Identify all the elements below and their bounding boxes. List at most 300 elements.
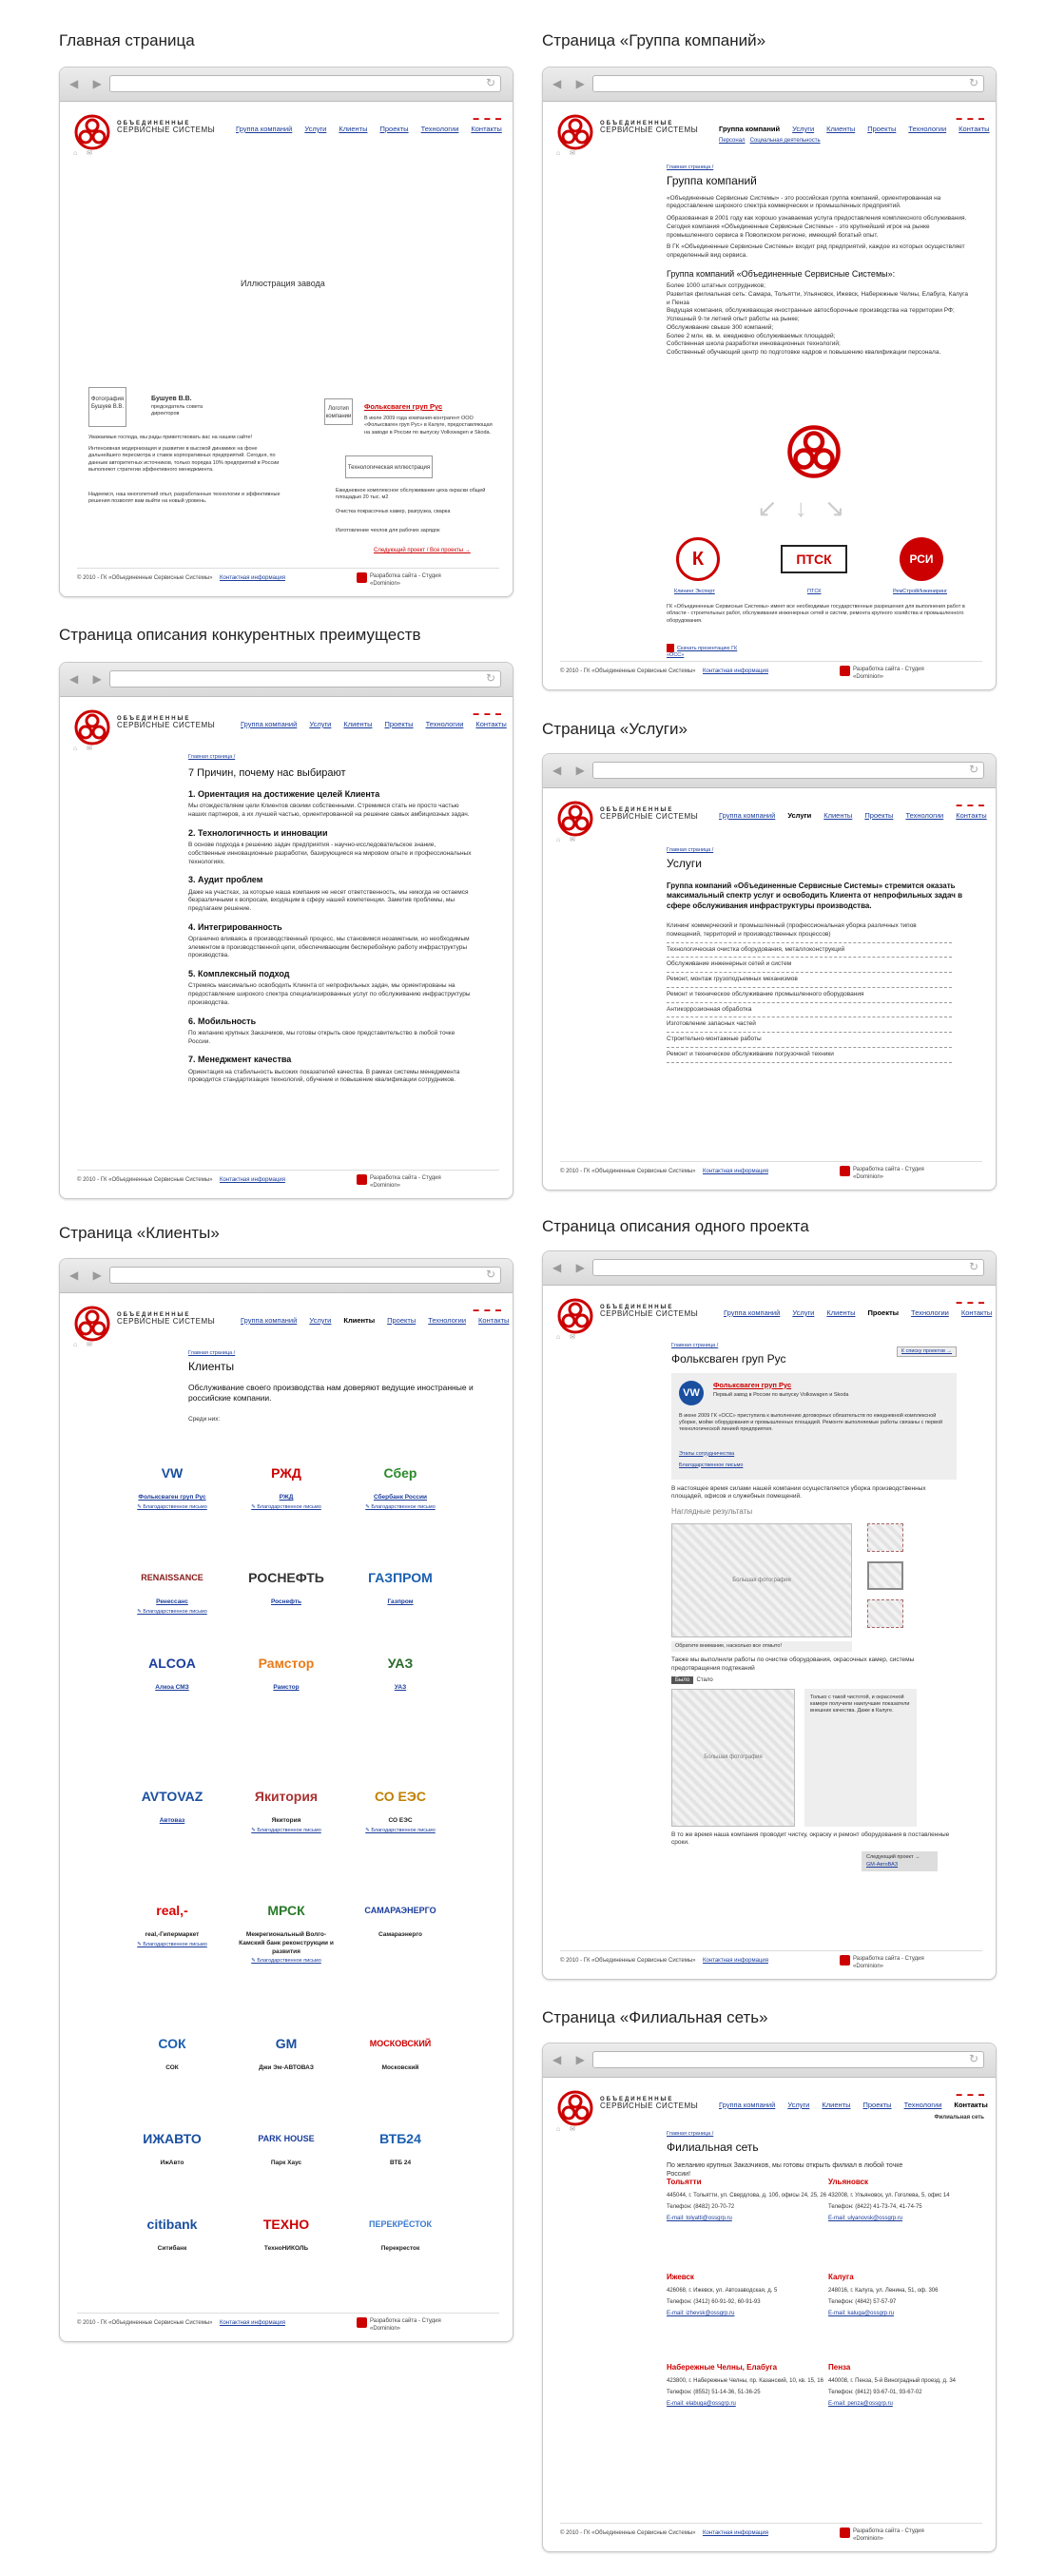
reload-icon[interactable]: ↻ (968, 2052, 978, 2065)
project-text: В июне 2009 ГК «ОСС» приступила к выполнению договорных обязательств по ежедневной комплексной уборке, мойке оборудования и промышленных площадей. Ремонте выполняемые работы связаны с первой технологической линией предприятия. (679, 1412, 943, 1433)
copyright: © 2010 - ГК «Объединенные Сервисные Системы» (560, 668, 696, 674)
home-mail-icon[interactable]: ⌂ ✉ (556, 837, 580, 843)
branch-email[interactable]: E-mail: izhevsk@ossgrp.ru (667, 2310, 735, 2316)
menu-item[interactable]: Контакты (960, 1308, 993, 1317)
service-item[interactable]: Ремонт, монтаж грузоподъемных механизмов (667, 973, 952, 988)
reason-text: Органично вливаясь в производственный процесс, мы становимся незаметным, но необходимым элементом в производственной цепи, обеспечивающим бесперебойную работу инфраструктуры производства. (188, 935, 470, 959)
language-flags-icon[interactable]: ▬ ▬ ▬ (956, 1300, 986, 1306)
reload-icon[interactable]: ↻ (485, 76, 495, 89)
project-bullet: Изготовление чехлов для рабочих зарядок (336, 528, 440, 533)
branch-card (667, 2273, 828, 2321)
menu-item[interactable]: Контакты (956, 811, 987, 820)
advantages-content (188, 754, 474, 1089)
logo-icon[interactable] (556, 800, 594, 838)
menu-item[interactable]: Услуги (309, 1316, 332, 1325)
thanks-letter-link[interactable]: ✎ Благодарственное письмо (251, 1958, 321, 1965)
address-bar[interactable] (592, 75, 984, 92)
reason-text: Мы отождествляем цели Клиентов своими собственными. Стремимся стать не просто частью наших партнеров, а их лучшей частью, ориентированной на решение самых амбициозных задач. (188, 803, 470, 819)
back-forward-icon[interactable]: ◀ ▶ (552, 2053, 591, 2066)
address-bar[interactable] (592, 1259, 984, 1276)
home-mail-icon[interactable]: ⌂ ✉ (73, 746, 97, 752)
list-item: Обслуживание свыше 300 компаний; (667, 323, 774, 331)
menu-item[interactable]: Клиенты (822, 2101, 851, 2109)
brand-name: ОБЪЕДИНЕННЫЕ СЕРВИСНЫЕ СИСТЕМЫ (600, 1305, 699, 1319)
reload-icon[interactable]: ↻ (968, 76, 978, 89)
menu-item[interactable]: Клиенты (343, 720, 373, 728)
contact-info-link[interactable]: Контактная информация (220, 2320, 285, 2326)
branch-phone: Телефон: (8412) 93-67-01, 93-67-02 (828, 2389, 922, 2395)
browser-chrome (543, 68, 996, 102)
contact-info-link[interactable]: Контактная информация (703, 2530, 768, 2536)
back-forward-icon[interactable]: ◀ ▶ (552, 1261, 591, 1274)
client-logo[interactable]: РОСНЕФТЬ (248, 1569, 324, 1585)
menu-item[interactable]: Контакты (475, 720, 507, 728)
client-name: ИжАвто (160, 2160, 184, 2166)
menu-item[interactable]: Клиенты (826, 1308, 856, 1317)
project-bullet: Очистка покрасочных камер, разгрузка, сварка (336, 509, 451, 514)
client-logo[interactable]: citibank (146, 2216, 198, 2232)
client-logo[interactable]: GM (275, 2035, 298, 2051)
developer-logo-icon (840, 1166, 850, 1176)
brand-name: ОБЪЕДИНЕННЫЕ СЕРВИСНЫЕ СИСТЕМЫ (600, 121, 699, 135)
service-item[interactable]: Изготовление запасных частей (667, 1017, 952, 1033)
logo-icon[interactable] (556, 113, 594, 151)
clients-header (188, 1350, 474, 1424)
menu-item[interactable]: Услуги (304, 125, 327, 133)
breadcrumb[interactable]: Главная страница / (671, 1343, 719, 1348)
browser-chrome (60, 1259, 513, 1293)
branch-phone: Телефон: (4842) 57-57-97 (828, 2298, 897, 2305)
client-logo[interactable]: real,- (156, 1902, 188, 1918)
client-logo[interactable]: СО ЕЭС (375, 1788, 426, 1804)
branch-email[interactable]: E-mail: elabuga@ossgrp.ru (667, 2400, 736, 2407)
reason-heading: 7. Менеджмент качества (188, 1055, 292, 1065)
breadcrumb[interactable]: Главная страница / (667, 165, 714, 170)
services-content (667, 847, 971, 1063)
group-content (667, 165, 971, 358)
company-link[interactable]: Фольксваген груп Рус (713, 1380, 792, 1389)
client-card (234, 2121, 339, 2168)
pdf-icon (667, 644, 674, 652)
client-name[interactable]: РЖД (279, 1494, 294, 1501)
service-item[interactable]: Клининг коммерческий и промышленный (профессиональная уборка различных типов помещений, территорий и производственных процессов) (667, 920, 952, 943)
developer-logo-icon (357, 2317, 367, 2328)
browser-chrome (543, 754, 996, 788)
client-card (234, 1645, 339, 1693)
list-item: Успешный 9-ти летний опыт работы на рынке; (667, 316, 800, 323)
reload-icon[interactable]: ↻ (968, 1260, 978, 1273)
project-logo: Логотип компании (324, 398, 353, 425)
language-flags-icon[interactable]: ▬ ▬ ▬ (473, 711, 503, 717)
paragraph: В то же время наша компания проводит чистку, окраску и ремонт оборудования в поставленные сроки. (671, 1830, 950, 1847)
copyright: © 2010 - ГК «Объединенные Сервисные Системы» (560, 1958, 696, 1964)
client-logo[interactable]: УАЗ (387, 1655, 414, 1671)
branch-email[interactable]: E-mail: ulyanovsk@ossgrp.ru (828, 2215, 903, 2221)
service-item[interactable]: Обслуживание инженерных сетей и систем (667, 958, 952, 973)
reason-heading: 6. Мобильность (188, 1016, 257, 1026)
developer-credit[interactable]: Разработка сайта - Студия «Dominion» (840, 666, 944, 681)
branch-email[interactable]: E-mail: tolyatti@ossgrp.ru (667, 2215, 732, 2221)
client-card (234, 2025, 339, 2073)
clients-among: Среди них: (188, 1415, 221, 1423)
contact-info-link[interactable]: Контактная информация (220, 575, 285, 581)
brand-name: ОБЪЕДИНЕННЫЕ СЕРВИСНЫЕ СИСТЕМЫ (600, 807, 699, 822)
contact-info-link[interactable]: Контактная информация (220, 1177, 285, 1183)
developer-credit[interactable]: Разработка сайта - Студия «Dominion» (357, 1174, 461, 1190)
branch-city: Пенза (828, 2363, 851, 2372)
client-name: СО ЕЭС (388, 1817, 413, 1824)
page-title: 7 Причин, почему нас выбирают (188, 767, 346, 780)
thumbnail[interactable] (867, 1599, 903, 1628)
reload-icon[interactable]: ↻ (968, 763, 978, 776)
developer-logo-icon (840, 1955, 850, 1966)
language-flags-icon[interactable]: ▬ ▬ ▬ (956, 2092, 986, 2098)
reason-text: В основе подхода к решению задач предприятия - научно-исследовательское знание, собственные инновационные разработки, базирующиеся на мировом опыте и профессиональных технологиях. (188, 842, 472, 865)
services-window (542, 753, 997, 1191)
client-card (120, 2206, 224, 2254)
home-mail-icon[interactable]: ⌂ ✉ (556, 2126, 580, 2133)
thanks-letter-link[interactable]: ✎ Благодарственное письмо (137, 1608, 207, 1615)
before-photo: Большая фотография (671, 1689, 795, 1827)
page-title: Клиенты (188, 1360, 235, 1374)
client-card (234, 2206, 339, 2254)
client-logo[interactable]: Рамстор (258, 1655, 315, 1671)
menu-item[interactable]: Группа компаний (236, 125, 293, 133)
home-text-1: Интенсивная модернизация и развитие в высокой динамике на фоне дальнейшего пересмотра и ставок корпоративных предприятий. Сегодня, по данным авторитетных источников, только порядка 10% предприятий в России выполняют стратегии эффективного менеджмента. (88, 446, 280, 474)
reason-text: Стремясь максимально освободить Клиента от непрофильных задач, мы ориентированы на предоставление широкого спектра специализированных услуг по обслуживанию инфраструктуры производства. (188, 982, 471, 1006)
language-flags-icon[interactable]: ▬ ▬ ▬ (956, 803, 986, 808)
branch-address: 432008, г. Ульяновск, ул. Гоголева, 5, офис 14 (828, 2192, 950, 2198)
stages-link[interactable]: Этапы сотрудничества (679, 1450, 735, 1457)
footer (560, 661, 982, 682)
company-link[interactable]: РемСтройИнжиниринг (893, 589, 947, 594)
menu-item-active[interactable]: Группа компаний (719, 125, 781, 133)
client-logo[interactable]: PARK HOUSE (258, 2133, 315, 2143)
menu-item[interactable]: Группа компаний (719, 811, 776, 820)
next-project[interactable]: Следующий проект → GM-АвтоВАЗ (862, 1851, 938, 1871)
branch-card (828, 2178, 990, 2226)
browser-chrome (60, 663, 513, 697)
main-menu (719, 125, 997, 134)
branch-city: Тольятти (667, 2178, 702, 2186)
thanks-letter-link[interactable]: ✎ Благодарственное письмо (365, 1503, 436, 1510)
reload-icon[interactable]: ↻ (485, 1268, 495, 1281)
footer (560, 2523, 982, 2544)
project-bullet: Ежедневное комплексное обслуживание цеха окраски общей площадью 20 тыс. м2 (336, 488, 486, 501)
factory-illustration: Иллюстрация завода (241, 279, 325, 288)
menu-item[interactable]: Технологии (905, 811, 944, 820)
client-card (348, 1645, 453, 1693)
main-menu (241, 1316, 513, 1326)
address-bar[interactable] (109, 75, 501, 92)
client-card (348, 1778, 453, 1834)
breadcrumb[interactable]: Главная страница / (667, 2131, 714, 2137)
client-logo[interactable]: VW (161, 1464, 184, 1481)
client-name[interactable]: Фольксваген груп Рус (138, 1494, 206, 1501)
client-card (120, 1778, 224, 1826)
client-name: ТехноНИКОЛЬ (263, 2245, 309, 2252)
menu-item[interactable]: Контакты (959, 125, 990, 133)
menu-item[interactable]: Технологии (420, 125, 459, 133)
client-name: Самараэнерго (378, 1931, 422, 1938)
developer-logo-icon (840, 2528, 850, 2538)
thanks-letter-link[interactable]: ✎ Благодарственное письмо (251, 1503, 321, 1510)
menu-item[interactable]: Услуги (787, 2101, 810, 2109)
reason-heading: 1. Ориентация на достижение целей Клиента (188, 789, 380, 800)
menu-item-active[interactable]: Проекты (867, 1308, 900, 1317)
service-item[interactable]: Технологическая очистка оборудования, металлоконструкций (667, 943, 952, 959)
contact-info-link[interactable]: Контактная информация (703, 668, 768, 674)
contact-info-link[interactable]: Контактная информация (703, 1169, 768, 1174)
before-after-toggle[interactable]: Было Стало (671, 1676, 957, 1684)
client-logo[interactable]: Якитория (254, 1788, 319, 1804)
branch-email[interactable]: E-mail: kaluga@ossgrp.ru (828, 2310, 895, 2316)
logo-icon[interactable] (556, 1297, 594, 1335)
client-logo[interactable]: МРСК (267, 1902, 305, 1918)
address-bar[interactable] (109, 670, 501, 688)
language-flags-icon[interactable]: ▬ ▬ ▬ (473, 1307, 503, 1313)
project-link[interactable]: Фольксваген груп Рус (364, 402, 443, 411)
home-mail-icon[interactable]: ⌂ ✉ (556, 150, 580, 157)
client-logo[interactable]: RENAISSANCE (141, 1572, 203, 1582)
cleaning-expert-logo[interactable]: К (676, 537, 720, 581)
thumbnail[interactable] (867, 1523, 903, 1552)
company-link[interactable]: ПТСК (807, 589, 822, 594)
thumbnail-active[interactable] (867, 1561, 903, 1590)
back-forward-icon[interactable]: ◀ ▶ (69, 672, 107, 686)
address-bar[interactable] (592, 2051, 984, 2068)
client-card (348, 1559, 453, 1607)
reload-icon[interactable]: ↻ (485, 671, 495, 685)
client-name: Якитория (271, 1817, 301, 1824)
menu-item[interactable]: Группа компаний (724, 1308, 781, 1317)
list-item: Собственная школа разработки инновационных технологий; (667, 340, 841, 348)
welcome-text: Уважаемые господа, мы рады приветствовать вас на нашем сайте! (88, 435, 253, 440)
menu-item[interactable]: Клиенты (823, 811, 853, 820)
person-photo: Фотография Бушуев В.В. (88, 387, 126, 427)
client-card (234, 1559, 339, 1607)
developer-credit[interactable]: Разработка сайта - Студия «Dominion» (357, 2317, 461, 2333)
page-title: Фольксваген груп Рус (671, 1352, 786, 1366)
client-logo[interactable]: СОК (158, 2035, 186, 2051)
branch-address: 426068, г. Ижевск, ул. Автозаводская, д. 5 (667, 2287, 778, 2294)
language-flags-icon[interactable]: ▬ ▬ ▬ (956, 116, 986, 122)
branch-address: 248016, г. Калуга, ул. Ленина, 51, оф. 306 (828, 2287, 939, 2294)
back-to-projects-button[interactable]: К списку проектов → (897, 1346, 957, 1357)
service-item[interactable]: Ремонт и техническое обслуживание промышленного оборудования (667, 988, 952, 1003)
menu-item[interactable]: Клиенты (339, 125, 368, 133)
big-photo: Большая фотография (671, 1523, 852, 1637)
menu-item[interactable]: Контакты (478, 1316, 510, 1325)
developer-credit[interactable]: Разработка сайта - Студия «Dominion» (840, 1166, 944, 1181)
menu-item-active[interactable]: Услуги (787, 811, 812, 820)
client-logo[interactable]: ВТБ24 (379, 2130, 421, 2146)
section-title-clients: Страница «Клиенты» (59, 1224, 220, 1242)
client-logo[interactable]: ИЖАВТО (143, 2130, 202, 2146)
menu-item[interactable]: Услуги (309, 720, 332, 728)
section-title-project: Страница описания одного проекта (542, 1217, 809, 1235)
developer-credit[interactable]: Разработка сайта - Студия «Dominion» (840, 1955, 944, 1970)
company-link[interactable]: Клининг Эксперт (674, 589, 715, 594)
section-title-group: Страница «Группа компаний» (542, 31, 766, 49)
client-name: real,-Гипермаркет (145, 1931, 200, 1938)
menu-item[interactable]: Технологии (428, 1316, 467, 1325)
developer-credit[interactable]: Разработка сайта - Студия «Dominion» (840, 2528, 944, 2543)
paragraph: В ГК «Объединенные Сервисные Системы» входит ряд предприятий, каждое из которых осуществляет определенный вид сервиса. (667, 243, 965, 260)
menu-item[interactable]: Проекты (387, 1316, 416, 1325)
service-item[interactable]: Антикоррозионная обработка (667, 1003, 952, 1018)
breadcrumb[interactable]: Главная страница / (667, 847, 714, 853)
address-bar[interactable] (592, 762, 984, 779)
client-card (348, 1892, 453, 1940)
breadcrumb[interactable]: Главная страница / (188, 754, 236, 760)
footer (77, 1170, 499, 1191)
footer (77, 2313, 499, 2334)
client-logo[interactable]: МОСКОВСКИЙ (369, 2038, 432, 2048)
rsi-logo[interactable]: РСИ (900, 537, 943, 581)
client-logo[interactable]: ПЕРЕКРЁСТОК (368, 2218, 433, 2229)
back-forward-icon[interactable]: ◀ ▶ (69, 77, 107, 90)
main-menu (236, 125, 513, 134)
developer-credit[interactable]: Разработка сайта - Студия «Dominion» (357, 572, 461, 588)
client-card (348, 2025, 453, 2073)
contact-info-link[interactable]: Контактная информация (703, 1958, 768, 1964)
copyright: © 2010 - ГК «Объединенные Сервисные Системы» (77, 575, 213, 581)
menu-item[interactable]: Группа компаний (719, 2101, 776, 2109)
client-name[interactable]: Газпром (387, 1598, 414, 1605)
client-name: Межрегиональный Волго-Камский банк реконструкции и развития (239, 1931, 334, 1955)
copyright: © 2010 - ГК «Объединенные Сервисные Системы» (560, 1169, 696, 1174)
client-name[interactable]: УАЗ (394, 1684, 407, 1691)
thanks-letter-link[interactable]: ✎ Благодарственное письмо (365, 1827, 436, 1833)
menu-item[interactable]: Технологии (425, 720, 464, 728)
client-name[interactable]: Автоваз (159, 1817, 185, 1824)
clients-window (59, 1258, 513, 2342)
branch-city: Калуга (828, 2273, 854, 2281)
client-card (120, 1645, 224, 1693)
footer (77, 568, 499, 589)
branch-phone: Телефон: (8482) 20-70-72 (667, 2203, 735, 2210)
developer-logo-icon (357, 1174, 367, 1185)
client-card (120, 2025, 224, 2073)
submenu: Персонал Социальная деятельность (719, 138, 821, 144)
results-heading: Наглядные результаты (671, 1507, 753, 1517)
address-bar[interactable] (109, 1267, 501, 1284)
client-logo[interactable]: ALCOA (148, 1655, 196, 1671)
service-item[interactable]: Строительно-монтажные работы (667, 1033, 952, 1048)
home-mail-icon[interactable]: ⌂ ✉ (73, 150, 97, 157)
menu-item[interactable]: Проекты (862, 2101, 892, 2109)
client-name[interactable]: Ренессанс (156, 1598, 188, 1605)
project-window (542, 1250, 997, 1980)
main-menu (241, 720, 513, 729)
menu-item[interactable]: Технологии (908, 125, 947, 133)
group-window (542, 67, 997, 690)
branches-header (667, 2131, 971, 2179)
client-logo[interactable]: ГАЗПРОМ (368, 1569, 433, 1585)
menu-item[interactable]: Услуги (792, 1308, 815, 1317)
thanks-letter-link[interactable]: Благодарственное письмо (679, 1462, 744, 1468)
client-card (120, 2121, 224, 2168)
footer (560, 1950, 982, 1971)
ptsk-logo[interactable]: ПТСК (781, 545, 847, 573)
service-item[interactable]: Ремонт и техническое обслуживание погрузочной техники (667, 1048, 952, 1063)
menu-item[interactable]: Группа компаний (241, 720, 298, 728)
client-name[interactable]: Роснефть (271, 1598, 301, 1605)
client-logo[interactable]: РЖД (271, 1464, 301, 1481)
back-forward-icon[interactable]: ◀ ▶ (552, 764, 591, 777)
logo-icon[interactable] (73, 1305, 111, 1343)
home-mail-icon[interactable]: ⌂ ✉ (73, 1342, 97, 1348)
home-text-2: Надеемся, наш многолетний опыт, разработанные технологии и эффективные решения позволят вам выйти на новый уровень. (88, 492, 281, 505)
logo-icon[interactable] (73, 113, 111, 151)
arrows-icon: ↙↓↘ (757, 494, 862, 522)
thanks-letter-link[interactable]: ✎ Благодарственное письмо (137, 1941, 207, 1947)
menu-item[interactable]: Услуги (792, 125, 815, 133)
next-project-link[interactable]: Следующий проект / Все проекты → (374, 548, 471, 553)
branch-phone: Телефон: (8552) 51-14-36, 51-36-25 (667, 2389, 761, 2395)
section-title-home: Главная страница (59, 31, 195, 49)
thanks-letter-link[interactable]: ✎ Благодарственное письмо (251, 1827, 321, 1833)
client-card (348, 2206, 453, 2254)
back-forward-icon[interactable]: ◀ ▶ (69, 1269, 107, 1282)
branch-city: Набережные Челны, Елабуга (667, 2363, 778, 2372)
before-after (671, 1689, 957, 1831)
logo-icon[interactable] (73, 708, 111, 746)
menu-item[interactable]: Проекты (379, 125, 409, 133)
page-title: Группа компаний (667, 174, 757, 188)
menu-item[interactable]: Технологии (911, 1308, 949, 1317)
presentation-link[interactable]: Скачать презентацию ГК «ОСС» (667, 645, 738, 659)
client-logo[interactable]: AVTOVAZ (141, 1788, 203, 1804)
back-forward-icon[interactable]: ◀ ▶ (552, 77, 591, 90)
client-logo[interactable]: САМАРАЭНЕРГО (364, 1905, 436, 1915)
page-title: Услуги (667, 857, 702, 871)
client-name[interactable]: Сбербанк России (373, 1494, 428, 1501)
menu-item[interactable]: Технологии (903, 2101, 942, 2109)
branch-card (828, 2273, 990, 2321)
menu-item[interactable]: Проекты (384, 720, 414, 728)
menu-item[interactable]: Проекты (867, 125, 897, 133)
photo-note: Только с такой чистотой, и окрасочной камере получили наилучшие показатели внешних качества. Даже в Калуге. (804, 1689, 917, 1827)
thanks-letter-link[interactable]: ✎ Благодарственное письмо (137, 1503, 207, 1510)
client-logo[interactable]: ТЕХНО (262, 2216, 310, 2232)
list-item: Развитая филиальная сеть: Самара, Тольятти, Ульяновск, Ижевск, Набережные Челны, Елабуга, Калуга и Пенза (667, 290, 968, 306)
menu-item[interactable]: Проекты (864, 811, 894, 820)
branch-city: Ижевск (667, 2273, 694, 2281)
section-title-services: Страница «Услуги» (542, 720, 688, 738)
menu-item[interactable]: Группа компаний (241, 1316, 298, 1325)
branch-email[interactable]: E-mail: penza@ossgrp.ru (828, 2400, 893, 2407)
main-menu (719, 2101, 997, 2110)
menu-item-active[interactable]: Контакты (954, 2101, 988, 2109)
client-logo[interactable]: Сбер (383, 1464, 417, 1481)
branch-address: 440008, г. Пенза, 5-й Виноградный проезд, д. 34 (828, 2377, 956, 2384)
menu-item[interactable]: Клиенты (826, 125, 856, 133)
menu-item-active[interactable]: Клиенты (343, 1316, 376, 1325)
menu-item[interactable]: Контакты (471, 125, 502, 133)
client-name[interactable]: Алкоа СМЗ (155, 1684, 189, 1691)
client-name[interactable]: Рамстор (273, 1684, 300, 1691)
home-mail-icon[interactable]: ⌂ ✉ (556, 1334, 580, 1341)
language-flags-icon[interactable]: ▬ ▬ ▬ (473, 116, 503, 122)
client-name: Парк Хаус (270, 2160, 302, 2166)
logo-icon[interactable] (556, 2089, 594, 2127)
submenu-branches[interactable]: Филиальная сеть (934, 2115, 984, 2121)
breadcrumb[interactable]: Главная страница / (188, 1350, 236, 1356)
branch-card (828, 2363, 990, 2411)
reason-heading: 4. Интегрированность (188, 921, 282, 932)
